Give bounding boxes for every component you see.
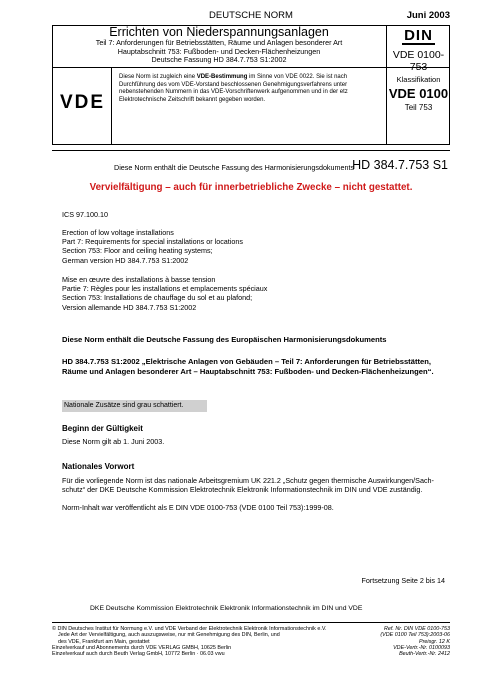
hd-number: HD 384.7.753 S1 (352, 158, 448, 172)
foreword-line: schutz“ der DKE Deutsche Kommission Elektrotechnik Elektronik Informationstechnik im DIN und VDE zuständig. (62, 485, 423, 495)
english-line: Erection of low voltage installations (62, 228, 174, 237)
european-heading: Diese Norm enthält die Deutsche Fassung des Europäischen Harmonisierungsdokuments (62, 335, 387, 344)
vde-logo-cell (52, 68, 112, 145)
footer-ref: Beuth-Vertr.-Nr. 2412 (399, 651, 450, 658)
footer-line: Jede Art der Vervielfältigung, auch auszugsweise, nur mit Genehmigung des DIN, Berlin, und (58, 632, 280, 639)
classification-cell (387, 68, 450, 145)
footer-right (380, 626, 450, 657)
english-line: Part 7: Requirements for special installations or locations (62, 237, 243, 247)
footer-left (52, 626, 352, 657)
hd-row (52, 158, 450, 176)
din-cell (387, 25, 450, 73)
footer-line: Einzelverkauf auch durch Beuth Verlag GmbH, 10772 Berlin · 06.03 vwu (52, 651, 225, 658)
french-title (62, 275, 267, 312)
french-line: Section 753: Installations de chauffage du sol et au plafond; (62, 293, 253, 303)
footer-line: © DIN Deutsches Institut für Normung e.V. und VDE Verband der Elektrotechnik Elektronik Informationstechnik e.V. (52, 626, 327, 632)
foreword-line: Für die vorliegende Norm ist das nationale Arbeitsgremium UK 221.2 „Schutz gegen thermische Auswirkungen/Sach- (62, 476, 434, 485)
hd-title-line: HD 384.7.753 S1:2002 „Elektrische Anlagen von Gebäuden – Teil 7: Anforderungen für Betriebsstätten, (62, 357, 431, 366)
french-line: Mise en œuvre des installations à basse tension (62, 275, 216, 284)
classification-part: Teil 753 (404, 103, 433, 112)
title-subline: Teil 7: Anforderungen für Betriebsstätten, Räume und Anlagen besonderer Art (95, 38, 343, 47)
classification-label: Klassifikation (396, 75, 441, 84)
vde-logo: VDE (60, 92, 106, 113)
hd-title (62, 357, 434, 376)
vde-description (112, 68, 387, 145)
norm-label: DEUTSCHE NORM (209, 10, 293, 21)
footer-ref: Preisgr. 12 K (419, 638, 450, 645)
title-subline: Hauptabschnitt 753: Fußboden- und Decken-Flächenheizungen (117, 46, 321, 56)
footer-ref: Ref. Nr. DIN VDE 0100-753 (383, 626, 450, 632)
din-number: VDE 0100-753 (392, 49, 445, 73)
description-text: Diese Norm ist zugleich eine (119, 74, 197, 80)
validity-text: Diese Norm gilt ab 1. Juni 2003. (62, 437, 165, 446)
footer-ref: VDE-Vertr.-Nr. 0100093 (393, 644, 450, 651)
foreword-heading: Nationales Vorwort (62, 462, 135, 471)
divider (52, 150, 450, 151)
continuation-note: Fortsetzung Seite 2 bis 14 (361, 576, 445, 585)
title-cell (52, 25, 387, 68)
shaded-note: Nationale Zusätze sind grau schattiert. (62, 400, 207, 412)
validity-heading: Beginn der Gültigkeit (62, 424, 143, 433)
french-line: Partie 7: Règles pour les installations et emplacements spéciaux (62, 284, 268, 294)
description-bold: VDE-Bestimmung (196, 74, 248, 80)
footer-line: Einzelverkauf und Abonnements durch VDE VERLAG GMBH, 10625 Berlin (52, 644, 232, 651)
french-line: Version allemande HD 384.7.753 S1:2002 (62, 302, 197, 312)
english-line: Section 753: Floor and ceiling heating systems; (62, 246, 213, 256)
issue-date: Juni 2003 (406, 10, 450, 21)
hd-text: Diese Norm enthält die Deutsche Fassung des Harmonisierungsdokuments (114, 163, 355, 172)
ics-code: ICS 97.100.10 (62, 210, 108, 219)
english-title (62, 228, 243, 265)
title-subline: Deutsche Fassung HD 384.7.753 S1:2002 (151, 55, 287, 64)
footer-ref: (VDE 0100 Teil 753):2003-06 (380, 632, 450, 639)
foreword-paragraph (62, 476, 434, 494)
footer-line: des VDE, Frankfurt am Main, gestattet (58, 638, 150, 645)
dke-line: DKE Deutsche Kommission Elektrotechnik Elektronik Informationstechnik im DIN und VDE (90, 605, 363, 612)
english-line: German version HD 384.7.753 S1:2002 (62, 255, 189, 265)
copy-warning: Vervielfältigung – auch für innerbetriebliche Zwecke – nicht gestattet. (89, 182, 413, 193)
description-text: im Sinne von VDE 0022. Sie ist nach Durchführung des vom VDE-Vorstand beschlossenen Genehmigungsverfahrens unter nebenstehenden Nummern in das VDE-Vorschriftenwerk aufgenommen und in der etz Elektrotechnische Zeitschrift bekannt gegeben worden. (119, 74, 348, 103)
hd-title-line: Räume und Anlagen besonderer Art – Hauptabschnitt 753: Fußboden- und Decken-Flächenheizungen“. (62, 366, 434, 376)
foreword-paragraph-2: Norm-Inhalt war veröffentlicht als E DIN VDE 0100-753 (VDE 0100 Teil 753):1999-08. (62, 503, 334, 512)
footer-divider (52, 622, 450, 623)
din-logo: DIN (404, 27, 433, 44)
document-title: Errichten von Niederspannungsanlagen (109, 25, 329, 39)
classification-code: VDE 0100 (388, 86, 449, 101)
